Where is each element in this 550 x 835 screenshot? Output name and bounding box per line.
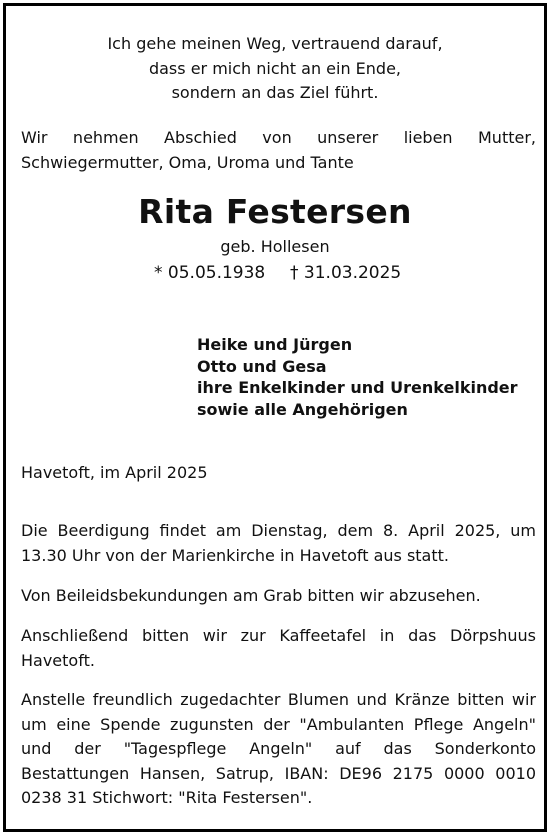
mourner-line: sowie alle Angehörigen (197, 399, 408, 419)
obituary-notice (3, 3, 547, 832)
mourner-line: ihre Enkelkinder und Urenkelkinder (197, 378, 518, 397)
verse-line-2: dass er mich nicht an ein Ende, (148, 58, 402, 78)
mourners-list (197, 334, 518, 420)
verse-line-3: sondern an das Ziel führt. (171, 83, 379, 102)
maiden-name: geb. Hollesen (220, 237, 330, 256)
verse (6, 32, 544, 106)
donation-info: Anstelle freundlich zugedachter Blumen und Kränze bitten wir um eine Spende zugunsten der "Ambulanten Pflege Angeln" und der "Tagespflege Angeln" auf das Sonderkonto Bestattungen Hansen, Satrup, IBAN: DE96 2175 0000 0010 0238 31 Stichwort: "Rita Festersen". (21, 690, 536, 807)
funeral-info: Die Beerdigung findet am Dienstag, dem 8. April 2025, um 13.30 Uhr von der Marienkirche in Havetoft aus statt. (21, 521, 536, 565)
farewell-intro: Wir nehmen Abschied von unserer lieben Mutter, Schwiegermutter, Oma, Uroma und Tante (21, 128, 536, 172)
condolence-note: Von Beileidsbekundungen am Grab bitten wir abzusehen. (21, 586, 481, 605)
death-date: † 31.03.2025 (290, 263, 402, 283)
mourner-line: Otto und Gesa (197, 356, 327, 376)
verse-line-1: Ich gehe meinen Weg, vertrauend darauf, (107, 34, 443, 53)
reception-info: Anschließend bitten wir zur Kaffeetafel in das Dörpshuus Havetoft. (21, 626, 536, 670)
birth-date: * 05.05.1938 (154, 263, 266, 283)
deceased-name: Rita Festersen (138, 192, 412, 231)
place-date: Havetoft, im April 2025 (21, 463, 208, 482)
mourner-line: Heike und Jürgen (197, 335, 353, 354)
